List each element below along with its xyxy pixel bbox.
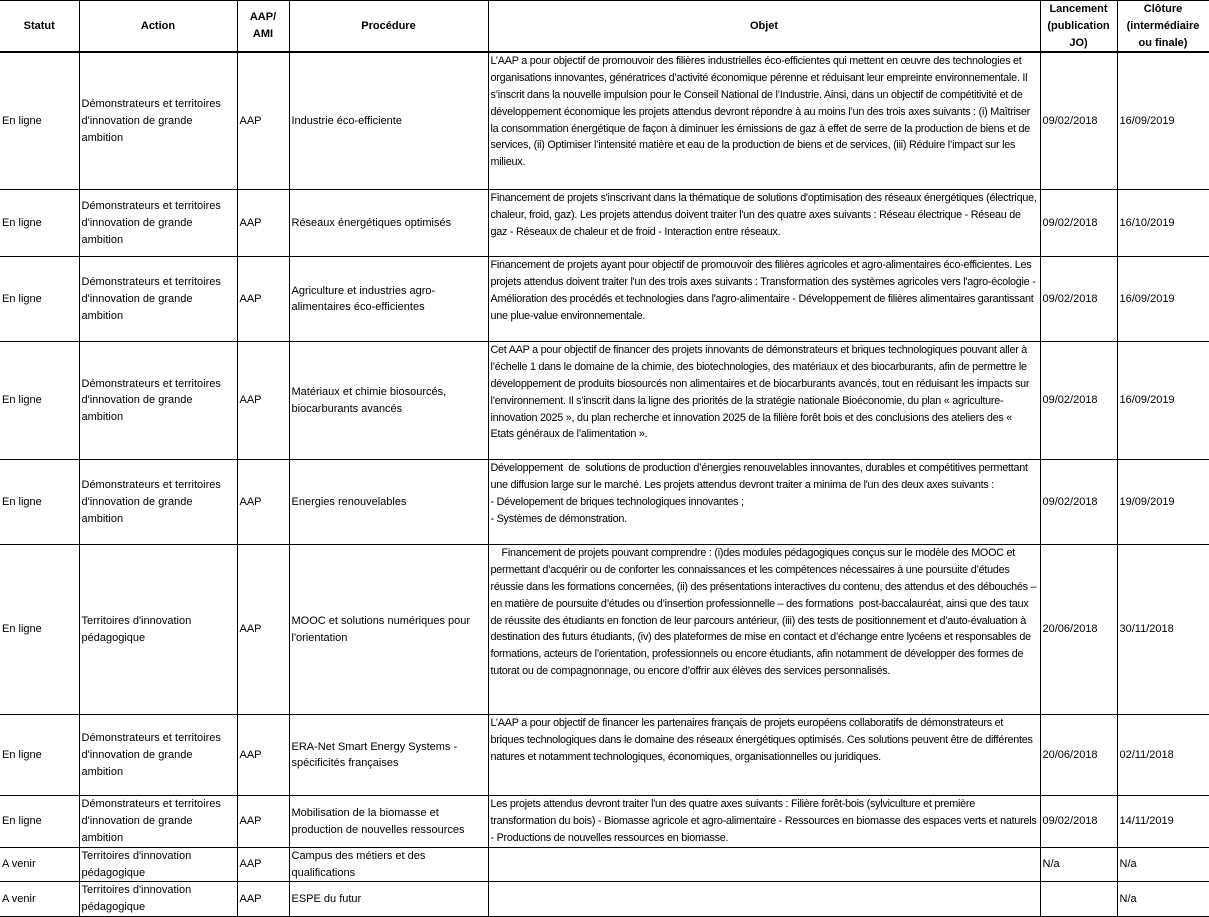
header-aap: AAP/ AMI — [237, 1, 289, 53]
table-row — [0, 882, 1209, 917]
cell-procedure: Campus des métiers et des qualifications — [289, 847, 488, 882]
cell-cloture: N/a — [1117, 847, 1209, 882]
header-procedure: Procédure — [289, 1, 488, 53]
cell-lancement: 09/02/2018 — [1040, 190, 1117, 257]
cell-procedure: Industrie éco-efficiente — [289, 52, 488, 190]
cell-aap: AAP — [237, 545, 289, 715]
cell-action: Démonstrateurs et territoires d'innovation de grande ambition — [79, 52, 237, 190]
table-row — [0, 460, 1209, 545]
table-row — [0, 342, 1209, 460]
cell-aap: AAP — [237, 882, 289, 917]
cell-lancement: N/a — [1040, 847, 1117, 882]
cell-cloture: 16/09/2019 — [1117, 52, 1209, 190]
cell-procedure: ERA-Net Smart Energy Systems - spécificités françaises — [289, 715, 488, 796]
table-row — [0, 796, 1209, 847]
table-row — [0, 847, 1209, 882]
cell-statut: En ligne — [0, 257, 79, 342]
cell-cloture: 16/09/2019 — [1117, 257, 1209, 342]
cell-objet: L’AAP a pour objectif de financer les partenaires français de projets européens collaboratifs de démonstrateurs et briques technologiques dans le domaine des réseaux énergétiques optimisés. Ces solutions peuvent être de différentes natures et notamment technologiques, économiques, organisationnelles ou juridiques. — [488, 715, 1040, 796]
cell-procedure: Energies renouvelables — [289, 460, 488, 545]
cell-aap: AAP — [237, 257, 289, 342]
cell-cloture: 30/11/2018 — [1117, 545, 1209, 715]
cell-aap: AAP — [237, 190, 289, 257]
cell-aap: AAP — [237, 796, 289, 847]
table-row — [0, 715, 1209, 796]
cell-lancement — [1040, 882, 1117, 917]
table-row — [0, 257, 1209, 342]
header-action: Action — [79, 1, 237, 53]
cell-cloture: 16/10/2019 — [1117, 190, 1209, 257]
cell-procedure: ESPE du futur — [289, 882, 488, 917]
cell-objet: Financement de projets ayant pour objectif de promouvoir des filières agricoles et agro-alimentaires éco-efficientes. Les projets attendus doivent traiter l'un des trois axes suivants : Transformation des systèmes agricoles vers l'agro-écologie - Amélioration des procédés et technologies dans l'agro-alimentaire - Développement de filières alimentaires garantissant une plue-value environnementale. — [488, 257, 1040, 342]
cell-cloture: 02/11/2018 — [1117, 715, 1209, 796]
table-row — [0, 545, 1209, 715]
cell-lancement: 20/06/2018 — [1040, 715, 1117, 796]
cell-objet: Cet AAP a pour objectif de financer des projets innovants de démonstrateurs et briques technologiques pouvant aller à l’échelle 1 dans le domaine de la chimie, des biotechnologies, des matériaux et des biocarburants, afin de permettre le développement de produits biosourcés non alimentaires et de biocarburants avancés, tout en réduisant les impacts sur l’environnement. Il s’inscrit dans la ligne des priorités de la stratégie nationale Bioéconomie, du plan « agriculture-innovation 2025 », du plan recherche et innovation 2025 de la filière forêt bois et des conclusions des ateliers des « Etats généraux de l’alimentation ». — [488, 342, 1040, 460]
cell-objet — [488, 882, 1040, 917]
cell-procedure: Mobilisation de la biomasse et production de nouvelles ressources — [289, 796, 488, 847]
cell-action: Démonstrateurs et territoires d'innovation de grande ambition — [79, 190, 237, 257]
cell-objet: Développement de solutions de production d’énergies renouvelables innovantes, durables et compétitives permettant une diffusion large sur le marché. Les projets attendus devront traiter a minima de l'un des deux axes suivants : - Dévelopement de briques technologiques innovantes ; - Systèmes de démonstration. — [488, 460, 1040, 545]
cell-lancement: 09/02/2018 — [1040, 342, 1117, 460]
cell-statut: En ligne — [0, 52, 79, 190]
cell-aap: AAP — [237, 52, 289, 190]
cell-cloture: 16/09/2019 — [1117, 342, 1209, 460]
cell-objet: Financement de projets pouvant comprendre : (i)des modules pédagogiques conçus sur le modèle des MOOC et permettant d’acquérir ou de conforter les connaissances et les compétences nécessaires à une poursuite d’études réussie dans les formations concernées, (ii) des présentations interactives du contenu, des attendus et des débouchés – en matière de poursuite d’études ou d’insertion professionnelle – des formations post-baccalauréat, ainsi que des taux de réussite des étudiants en fonction de leur parcours antérieur, (iii) des tests de positionnement et d’auto-évaluation à destination des futurs étudiants, (iv) des plateformes de mise en contact et d’échange entre lycéens et responsables de formations, acteurs de l’orientation, professionnels ou encore étudiants, afin notamment de développer des formes de tutorat ou de compagnonnage, ou encore d’offrir aux élèves des services personnalisés. — [488, 545, 1040, 715]
cell-objet: Financement de projets s'inscrivant dans la thématique de solutions d'optimisation des réseaux énergétiques (électrique, chaleur, froid, gaz). Les projets attendus doivent traiter l'un des quatre axes suivants : Réseau électrique - Réseau de gaz - Réseaux de chaleur et de froid - Interaction entre réseaux. — [488, 190, 1040, 257]
cell-lancement: 09/02/2018 — [1040, 257, 1117, 342]
cell-statut: A venir — [0, 882, 79, 917]
cell-procedure: MOOC et solutions numériques pour l'orientation — [289, 545, 488, 715]
cell-statut: A venir — [0, 847, 79, 882]
cell-cloture: 14/11/2019 — [1117, 796, 1209, 847]
cell-statut: En ligne — [0, 715, 79, 796]
header-objet: Objet — [488, 1, 1040, 53]
cell-aap: AAP — [237, 460, 289, 545]
header-row — [0, 1, 1209, 53]
cell-objet — [488, 847, 1040, 882]
cell-objet: L’AAP a pour objectif de promouvoir des filières industrielles éco-efficientes qui mettent en œuvre des technologies et organisations innovantes, génératrices d’activité économique pérenne et réduisant leur empreinte environnementale. Il s’inscrit dans la nouvelle impulsion pour le Conseil National de l’Industrie. Ainsi, dans un objectif de compétitivité et de développement économique les projets attendus devront répondre à au moins l’un des trois axes suivants : (i) Maîtriser la consommation énergétique de façon à diminuer les émissions de gaz à effet de serre de la production de biens et de services, (ii) Optimiser l’intensité matière et eau de la production de biens et de services, (iii) Réduire l’impact sur les milieux. — [488, 52, 1040, 190]
table-row — [0, 190, 1209, 257]
cell-lancement: 09/02/2018 — [1040, 796, 1117, 847]
cell-procedure: Agriculture et industries agro-alimentaires éco-efficientes — [289, 257, 488, 342]
cell-lancement: 09/02/2018 — [1040, 460, 1117, 545]
cell-action: Démonstrateurs et territoires d'innovation de grande ambition — [79, 342, 237, 460]
cell-action: Démonstrateurs et territoires d'innovation de grande ambition — [79, 257, 237, 342]
cell-action: Territoires d'innovation pédagogique — [79, 882, 237, 917]
cell-action: Territoires d'innovation pédagogique — [79, 847, 237, 882]
cell-cloture: N/a — [1117, 882, 1209, 917]
table-row — [0, 52, 1209, 190]
cell-procedure: Matériaux et chimie biosourcés, biocarburants avancés — [289, 342, 488, 460]
cell-objet: Les projets attendus devront traiter l'un des quatre axes suivants : Filière forêt-bois (sylviculture et première transformation du bois) - Biomasse agricole et agro-alimentaire - Ressources en biomasse des espaces verts et naturels - Productions de nouvelles ressources en biomasse. — [488, 796, 1040, 847]
cell-statut: En ligne — [0, 190, 79, 257]
cell-statut: En ligne — [0, 796, 79, 847]
cell-statut: En ligne — [0, 460, 79, 545]
cell-aap: AAP — [237, 847, 289, 882]
header-lancement: Lancement (publication JO) — [1040, 1, 1117, 53]
header-cloture: Clôture (intermédiaire ou finale) — [1117, 1, 1209, 53]
cell-aap: AAP — [237, 342, 289, 460]
cell-action: Démonstrateurs et territoires d'innovation de grande ambition — [79, 460, 237, 545]
cell-statut: En ligne — [0, 342, 79, 460]
cell-lancement: 09/02/2018 — [1040, 52, 1117, 190]
cell-aap: AAP — [237, 715, 289, 796]
cell-lancement: 20/06/2018 — [1040, 545, 1117, 715]
cell-procedure: Réseaux énergétiques optimisés — [289, 190, 488, 257]
cell-action: Démonstrateurs et territoires d'innovation de grande ambition — [79, 796, 237, 847]
cell-action: Démonstrateurs et territoires d'innovation de grande ambition — [79, 715, 237, 796]
cell-action: Territoires d'innovation pédagogique — [79, 545, 237, 715]
header-statut: Statut — [0, 1, 79, 53]
cell-cloture: 19/09/2019 — [1117, 460, 1209, 545]
cell-statut: En ligne — [0, 545, 79, 715]
